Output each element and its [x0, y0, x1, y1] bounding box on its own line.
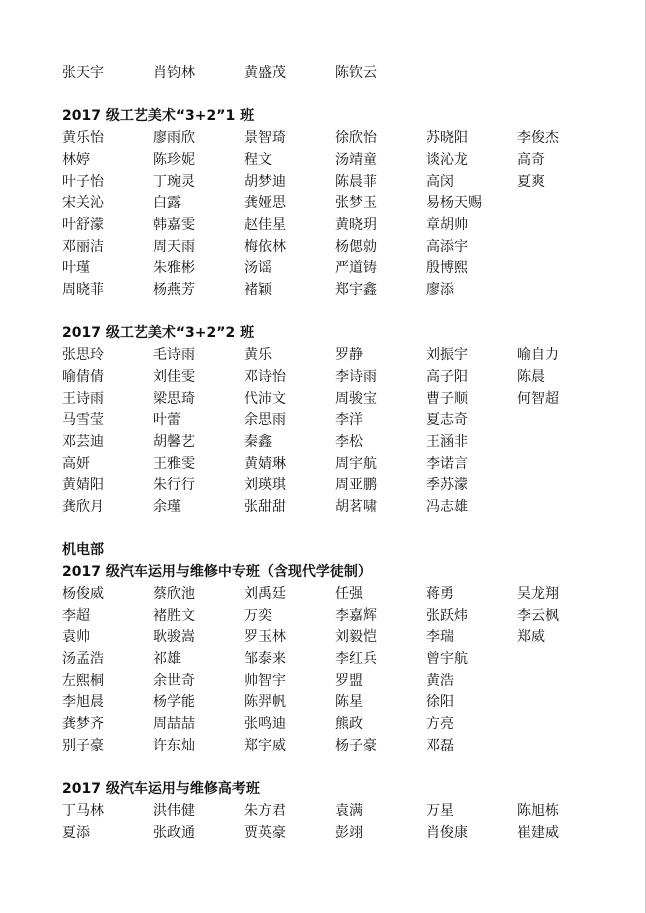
- student-name: 余瑾: [153, 499, 181, 515]
- student-name: 丁马林: [62, 802, 104, 819]
- student-name: 周喆喆: [153, 716, 195, 732]
- student-name: 郑威: [517, 629, 545, 646]
- student-name: 黄乐: [244, 347, 272, 364]
- student-name: 宋关沁: [62, 195, 104, 212]
- student-name: 袁帅: [62, 629, 90, 646]
- student-name: 李红兵: [335, 650, 377, 667]
- student-name: 李超: [62, 607, 90, 624]
- student-name: 程文: [244, 151, 272, 168]
- student-name: 朱雅彬: [153, 260, 195, 277]
- student-name: 李瑞: [426, 629, 454, 646]
- student-name: 刘毅恺: [335, 629, 377, 646]
- student-name: 肖钧林: [153, 65, 195, 81]
- student-name: 崔建威: [517, 824, 559, 841]
- name-row: [62, 409, 622, 431]
- student-name: 毛诗雨: [153, 347, 195, 364]
- student-name: 李诗雨: [335, 368, 377, 385]
- student-name: 李云枫: [517, 607, 559, 624]
- student-name: 耿骏嵩: [153, 629, 195, 646]
- student-name: 代沛文: [244, 390, 286, 407]
- student-name: 周天雨: [153, 238, 195, 255]
- student-name: 张甜甜: [244, 499, 286, 515]
- name-row: [62, 648, 622, 670]
- student-name: 褚颖: [244, 282, 272, 298]
- student-name: 黄浩: [426, 672, 454, 689]
- name-row: [62, 62, 622, 84]
- name-row: [62, 453, 622, 475]
- student-name: 张梦玉: [335, 195, 377, 212]
- name-row: [62, 691, 622, 713]
- student-name: 喻倩倩: [62, 368, 104, 385]
- student-name: 彭翊: [335, 824, 363, 841]
- student-name: 李洋: [335, 412, 363, 429]
- student-name: 杨俊威: [62, 585, 104, 602]
- name-row: [62, 171, 622, 193]
- student-name: 梁思琦: [153, 390, 195, 407]
- student-name: 肖俊康: [426, 824, 468, 841]
- student-name: 李俊杰: [517, 130, 559, 147]
- student-name: 龚娅思: [244, 195, 286, 212]
- student-name: 章胡帅: [426, 216, 468, 233]
- name-row: [62, 149, 622, 171]
- name-row: [62, 583, 622, 605]
- name-row: [62, 605, 622, 627]
- student-name: 张天宇: [62, 65, 104, 81]
- name-row: [62, 670, 622, 692]
- name-row: [62, 214, 622, 236]
- student-name: 叶蕾: [153, 412, 181, 429]
- student-name: 韩嘉雯: [153, 216, 195, 233]
- student-name: 汤谣: [244, 260, 272, 277]
- student-name: 刘振宇: [426, 347, 468, 364]
- name-row: [62, 496, 622, 518]
- student-name: 熊政: [335, 716, 363, 732]
- student-name: 喻自力: [517, 347, 559, 364]
- student-name: 苏晓阳: [426, 130, 468, 147]
- student-name: 胡馨艺: [153, 433, 195, 450]
- name-row: [62, 735, 622, 757]
- student-name: 周晓菲: [62, 282, 104, 298]
- student-name: 廖添: [426, 282, 454, 298]
- student-name: 周宇航: [335, 455, 377, 472]
- student-name: 叶子怡: [62, 173, 104, 190]
- student-name: 朱行行: [153, 477, 195, 494]
- student-name: 冯志雄: [426, 499, 468, 515]
- student-name: 黄婧琳: [244, 455, 286, 472]
- name-row: [62, 713, 622, 735]
- student-name: 黄婧阳: [62, 477, 104, 494]
- student-name: 易杨天赐: [426, 195, 482, 212]
- student-name: 黄乐怡: [62, 130, 104, 147]
- student-name: 张跃炜: [426, 607, 468, 624]
- student-name: 方亮: [426, 716, 454, 732]
- student-name: 梅依林: [244, 238, 286, 255]
- student-name: 胡梦迪: [244, 173, 286, 190]
- student-name: 黄晓玥: [335, 216, 377, 233]
- student-name: 洪伟健: [153, 802, 195, 819]
- student-name: 杨子豪: [335, 737, 377, 754]
- name-row: [62, 800, 622, 822]
- student-name: 叶舒濛: [62, 216, 104, 233]
- student-name: 郑宇鑫: [335, 282, 377, 298]
- student-name: 马雪莹: [62, 412, 104, 429]
- student-name: 景智琦: [244, 130, 286, 147]
- student-name: 龚欣月: [62, 499, 104, 515]
- name-row: [62, 127, 622, 149]
- name-row: [62, 366, 622, 388]
- name-row: [62, 626, 622, 648]
- student-name: 严道铸: [335, 260, 377, 277]
- student-name: 杨学能: [153, 694, 195, 711]
- student-name: 胡茗啸: [335, 499, 377, 515]
- student-name: 陈晨: [517, 368, 545, 385]
- student-name: 谈沁龙: [426, 151, 468, 168]
- student-name: 白露: [153, 195, 181, 212]
- section-heading: 2017 级汽车运用与维修中专班（含现代学徒制）: [62, 564, 372, 581]
- name-row: [62, 236, 622, 258]
- student-name: 高添宇: [426, 238, 468, 255]
- student-name: 杨燕芳: [153, 282, 195, 298]
- name-row: [62, 344, 622, 366]
- student-name: 周亚鹏: [335, 477, 377, 494]
- student-name: 任强: [335, 585, 363, 602]
- student-name: 郑宇威: [244, 737, 286, 754]
- student-name: 汤靖童: [335, 151, 377, 168]
- student-name: 黄盛茂: [244, 65, 286, 81]
- student-name: 陈星: [335, 694, 363, 711]
- student-name: 陈晨菲: [335, 173, 377, 190]
- student-name: 徐阳: [426, 694, 454, 711]
- student-name: 李松: [335, 433, 363, 450]
- student-name: 李旭晨: [62, 694, 104, 711]
- student-name: 别子豪: [62, 737, 104, 754]
- section-heading: 2017 级工艺美术“3+2”2 班: [62, 325, 255, 342]
- student-name: 王涵非: [426, 433, 468, 450]
- student-name: 万星: [426, 802, 454, 819]
- student-name: 季苏濛: [426, 477, 468, 494]
- student-name: 朱方君: [244, 802, 286, 819]
- student-name: 余世奇: [153, 672, 195, 689]
- section-heading: 机电部: [62, 542, 104, 559]
- student-name: 丁琬灵: [153, 173, 195, 190]
- student-name: 赵佳星: [244, 216, 286, 233]
- student-name: 林婷: [62, 151, 90, 168]
- student-name: 高子阳: [426, 368, 468, 385]
- student-name: 张思玲: [62, 347, 104, 364]
- name-row: [62, 192, 622, 214]
- student-name: 邓磊: [426, 737, 454, 754]
- student-name: 许东灿: [153, 737, 195, 754]
- student-name: 曹子顺: [426, 390, 468, 407]
- student-name: 秦鑫: [244, 433, 272, 450]
- student-name: 罗玉林: [244, 629, 286, 646]
- student-name: 张鸣迪: [244, 716, 286, 732]
- student-name: 袁满: [335, 802, 363, 819]
- section-heading: 2017 级工艺美术“3+2”1 班: [62, 108, 255, 125]
- name-row: [62, 279, 622, 301]
- student-name: 刘佳雯: [153, 368, 195, 385]
- student-name: 罗盟: [335, 672, 363, 689]
- student-name: 贾英豪: [244, 824, 286, 841]
- student-name: 高妍: [62, 455, 90, 472]
- student-name: 帅智宇: [244, 672, 286, 689]
- student-name: 张政通: [153, 824, 195, 841]
- name-row: [62, 388, 622, 410]
- student-name: 万奕: [244, 607, 272, 624]
- student-name: 陈钦云: [335, 65, 377, 81]
- student-name: 夏志奇: [426, 412, 468, 429]
- student-name: 曾宇航: [426, 650, 468, 667]
- student-name: 陈羿帆: [244, 694, 286, 711]
- name-row: [62, 431, 622, 453]
- student-name: 李诺言: [426, 455, 468, 472]
- student-name: 蔡欣池: [153, 585, 195, 602]
- student-name: 夏添: [62, 824, 90, 841]
- student-name: 廖雨欣: [153, 130, 195, 147]
- student-name: 褚胜文: [153, 607, 195, 624]
- student-name: 徐欣怡: [335, 130, 377, 147]
- student-name: 祁雄: [153, 650, 181, 667]
- student-name: 邓诗怡: [244, 368, 286, 385]
- student-name: 邓丽洁: [62, 238, 104, 255]
- student-name: 李嘉辉: [335, 607, 377, 624]
- student-name: 周骏宝: [335, 390, 377, 407]
- student-name: 王诗雨: [62, 390, 104, 407]
- student-name: 邹泰来: [244, 650, 286, 667]
- student-name: 杨偲勍: [335, 238, 377, 255]
- student-name: 龚梦齐: [62, 716, 104, 732]
- student-name: 刘瑛琪: [244, 477, 286, 494]
- student-name: 殷博熙: [426, 260, 468, 277]
- section-heading: 2017 级汽车运用与维修高考班: [62, 781, 260, 798]
- student-name: 刘禹廷: [244, 585, 286, 602]
- student-name: 左熙桐: [62, 672, 104, 689]
- student-name: 汤孟浩: [62, 650, 104, 667]
- student-name: 王雅雯: [153, 455, 195, 472]
- student-name: 叶瑾: [62, 260, 90, 277]
- student-name: 夏爽: [517, 173, 545, 190]
- student-name: 高闵: [426, 173, 454, 190]
- student-name: 蒋勇: [426, 585, 454, 602]
- name-row: [62, 257, 622, 279]
- name-row: [62, 822, 622, 844]
- student-name: 陈旭栋: [517, 802, 559, 819]
- name-row: [62, 474, 622, 496]
- student-name: 罗静: [335, 347, 363, 364]
- student-name: 何智超: [517, 390, 559, 407]
- student-name: 吴龙翔: [517, 585, 559, 602]
- student-name: 高奇: [517, 151, 545, 168]
- student-name: 邓芸迪: [62, 433, 104, 450]
- student-name: 陈珍妮: [153, 151, 195, 168]
- student-name: 余思雨: [244, 412, 286, 429]
